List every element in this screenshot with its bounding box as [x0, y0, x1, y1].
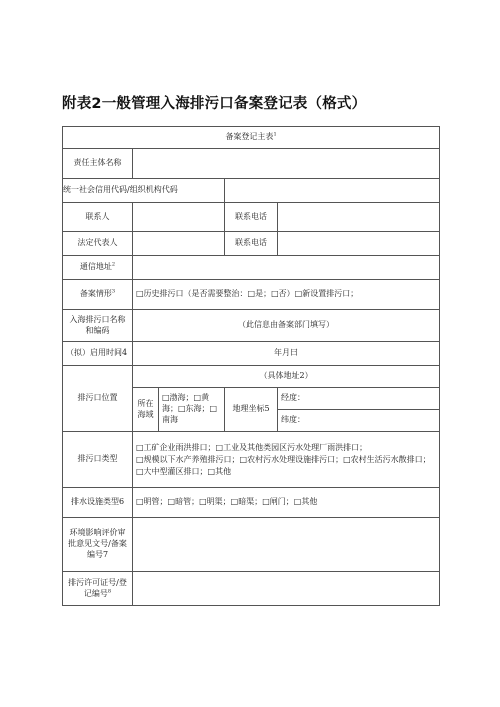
start-time-label: （拟）启用时间4 [63, 342, 133, 366]
row-address [63, 256, 440, 280]
permit-label: 排污许可证号/登记编号 [68, 577, 127, 598]
contact-person-label: 联系人 [63, 203, 133, 232]
filing-situation-label-cell [63, 280, 133, 310]
address-label: 通信地址 [79, 262, 112, 272]
credit-code-label: 统一社会信用代码/组织机构代码 [63, 179, 225, 203]
form-header: 备案登记主表 [225, 132, 274, 142]
row-location-top [63, 366, 440, 388]
contact-phone-label: 联系电话 [225, 203, 278, 232]
sea-area-options[interactable]: □渤海；□黄海；□东海；□南海 [159, 388, 225, 432]
geo-coords-label: 地理坐标5 [225, 388, 278, 432]
permit-field[interactable] [133, 572, 440, 606]
start-time-value[interactable]: 年月曰 [133, 342, 440, 366]
row-outlet-type [63, 432, 440, 488]
outlet-name-value: （此信息由备案部门填写） [133, 310, 440, 342]
outlet-type-options[interactable] [133, 432, 440, 488]
legal-phone-field[interactable] [278, 232, 440, 256]
filing-options[interactable]: □历史排污口（是否需要整治：□是；□否）□新设置排污口； [133, 280, 440, 310]
address-note: 2 [111, 261, 116, 268]
outlet-type-line-2: □规模以下水产养殖排污口；□农村污水处理设施排污口；□农村生活污水散排口；□大中型灌区排口；□其他 [136, 454, 431, 476]
row-responsible-entity [63, 149, 440, 179]
address-field[interactable] [133, 256, 440, 280]
row-contact [63, 203, 440, 232]
legal-rep-label: 法定代表人 [63, 232, 133, 256]
row-legal-rep [63, 232, 440, 256]
contact-phone-field[interactable] [278, 203, 440, 232]
permit-note: 8 [107, 587, 112, 594]
outlet-type-line-1: □工矿企业雨洪排口；□工业及其他类园区污水处理厂雨洪排口； [136, 442, 368, 452]
row-filing-situation [63, 280, 440, 310]
filing-note: 3 [111, 288, 116, 295]
filing-form-table [62, 126, 440, 606]
row-permit [63, 572, 440, 606]
eia-label: 环境影响评价审批意见文号/备案编号7 [63, 518, 133, 572]
row-credit-code [63, 179, 440, 203]
filing-situation-label: 备案情形 [79, 289, 112, 299]
latitude-field[interactable]: 纬度： [278, 410, 440, 432]
responsible-entity-field[interactable] [133, 149, 440, 179]
row-outlet-name [63, 310, 440, 342]
legal-rep-field[interactable] [133, 232, 225, 256]
page-title: 附表2一般管理入海排污口备案登记表（格式） [62, 96, 367, 112]
drain-facility-label: 排水设施类型6 [63, 488, 133, 518]
row-drain-facility [63, 488, 440, 518]
location-label: 排污口位置 [63, 366, 133, 432]
legal-phone-label: 联系电话 [225, 232, 278, 256]
permit-label-cell [63, 572, 133, 606]
row-start-time [63, 342, 440, 366]
outlet-name-label: 入海排污口名称和编码 [63, 310, 133, 342]
eia-field[interactable] [133, 518, 440, 572]
longitude-field[interactable]: 经度： [278, 388, 440, 410]
header-row [63, 127, 440, 149]
form-header-note: 1 [273, 131, 277, 138]
responsible-entity-label: 责任主体名称 [63, 149, 133, 179]
form-header-cell [63, 127, 440, 149]
outlet-type-label: 排污口类型 [63, 432, 133, 488]
credit-code-field[interactable] [225, 179, 440, 203]
drain-options[interactable]: □明管；□暗管；□明渠；□暗渠；□闸门；□其他 [133, 488, 440, 518]
sea-area-label: 所在海域 [133, 388, 159, 432]
contact-person-field[interactable] [133, 203, 225, 232]
address-label-cell [63, 256, 133, 280]
row-eia [63, 518, 440, 572]
specific-address[interactable]: （具体地址2） [133, 366, 440, 388]
